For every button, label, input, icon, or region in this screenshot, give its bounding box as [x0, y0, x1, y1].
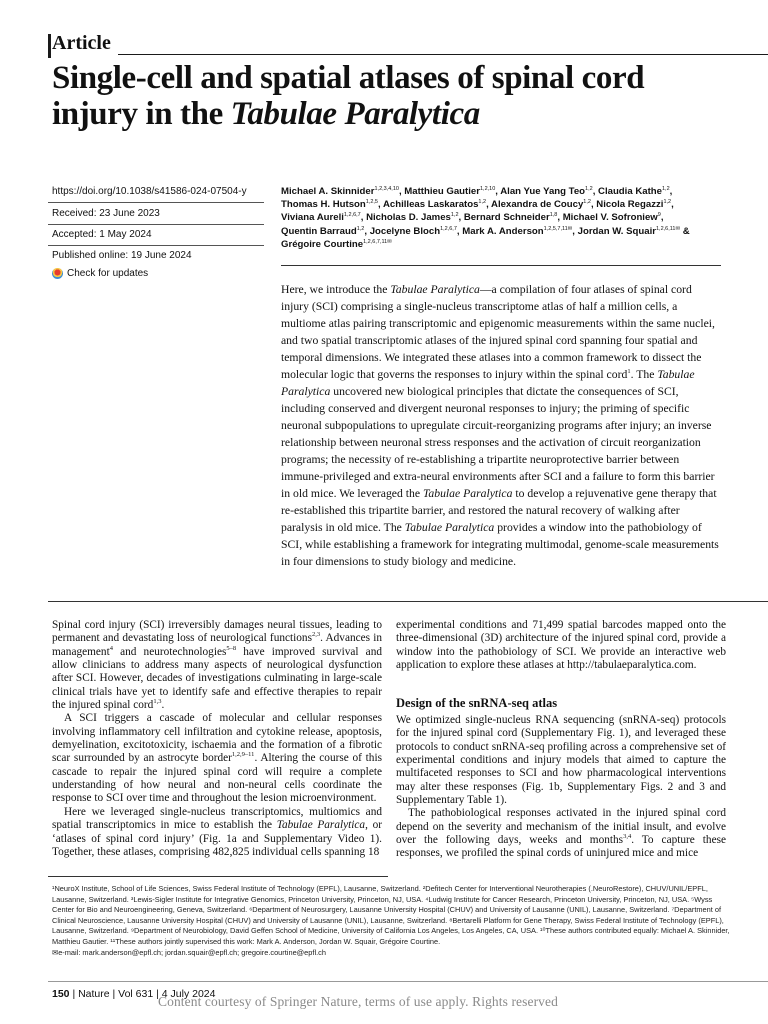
page-number: 150	[52, 988, 70, 1000]
author-name[interactable]: , Mark A. Anderson	[456, 225, 544, 237]
body-paragraph: experimental conditions and 71,499 spatial barcodes mapped onto the three-dimensional (3D) architecture of the injured spinal cord, provide a window into the pathobiology of SCI. We provide an interactive web application to explore these atlases at http://tabulaeparalytica.com.	[396, 619, 726, 672]
body-paragraph: Spinal cord injury (SCI) irreversibly damages neural tissues, leading to permanent and devastating loss of neurological functions$^{2,3}$. Advances in management$^4$ and neurotechnologies$^{5-8}$ have improved survival and allow clinicians to address many aspects of neurological dysfunction after SCI. However, decades of investigations culminating in large-scale clinical trials have yet to identify safe and effective therapies to repair the injured spinal cord$^{1,3}$.	[52, 619, 382, 712]
author-name[interactable]: , Jordan W. Squair	[572, 225, 656, 237]
author-name[interactable]: Thomas H. Hutson	[281, 199, 366, 211]
article-title	[52, 60, 752, 132]
header-rule	[118, 54, 768, 55]
title-line-2-italic: Tabulae Paralytica	[230, 96, 480, 132]
courtesy-watermark: Content courtesy of Springer Nature, terms of use apply. Rights reserved	[158, 994, 558, 1009]
author-affiliation: 1,2,10	[479, 185, 496, 192]
author-affiliation: 1,2	[478, 199, 487, 206]
body-paragraph: A SCI triggers a cascade of molecular and cellular responses involving inflammatory cell infiltration and cytokine release, apoptosis, demyelination, excitotoxicity, ischaemia and the formation of a fibrotic scar surrounded by an astrocyte border$^{1,2,9-11}$. Altering the course of this cascade to repair the injured spinal cord will require a complete understanding of how neural and non-neural cells coordinate the response to SCI over time and throughout the lesion microenvironment.	[52, 712, 382, 805]
affiliations-footnote	[52, 884, 732, 958]
author-name[interactable]: Michael A. Skinnider	[281, 186, 375, 197]
title-line-2-prefix: injury in the	[52, 96, 231, 132]
author-name[interactable]: , Jocelyne Bloch	[364, 225, 441, 237]
author-conjunction: &	[680, 225, 690, 237]
section-label-bar	[48, 34, 51, 58]
author-affiliation: 1,2	[662, 185, 670, 192]
meta-divider	[48, 202, 264, 203]
body-paragraph: The pathobiological responses activated in the injured spinal cord depend on the severity and mechanism of the initial insult, and evolve over the following days, weeks and months$^{3,4}$. To capture these responses, we profiled the spinal cords of uninjured mice and mice	[396, 807, 726, 860]
body-column-right	[396, 619, 726, 672]
author-name[interactable]: , Alan Yue Yang Teo	[495, 186, 586, 197]
published-date: Published online: 19 June 2024	[52, 250, 192, 261]
author-list: Michael A. Skinnider$^{1,2,3,4,10}$, Matthieu Gautier$^{1,2,10}$, Alan Yue Yang Teo$^{1,2}$, Claudia Kathe$^{1,2}$, Thomas H. Hutson$^{1,2,5}$, Achilleas Laskaratos$^{1,2}$, Alexandra de Coucy$^{1,2}$, Nicola Regazzi$^{1,2}$, Viviana Aureli$^{1,2,6,7}$, Nicholas D. James$^{1,2}$, Bernard Schneider$^{1,8}$, Michael V. Sofroniew$^9$, Quentin Barraud$^{1,2}$, Jocelyne Bloch$^{1,2,6,7}$, Mark A. Anderson$^{1,2,5,7,11✉}$, Jordan W. Squair$^{1,2,6,11✉}$ & Grégoire Courtine$^{1,2,6,7,11✉}$	[281, 185, 690, 250]
author-name[interactable]: , Bernard Schneider	[458, 212, 550, 224]
author-affiliation: 1,2,3,4,10	[374, 185, 399, 192]
crossmark-icon	[52, 268, 63, 279]
author-name[interactable]: , Michael V. Sofroniew	[557, 212, 658, 224]
author-name[interactable]: , Nicola Regazzi	[590, 199, 664, 211]
author-name[interactable]: , Claudia Kathe	[592, 186, 662, 197]
author-affiliation: 1,2,6,11✉	[656, 225, 681, 232]
footer-divider	[48, 981, 768, 982]
author-affiliation: 1,2	[663, 199, 672, 206]
author-affiliation: 9	[657, 212, 661, 219]
abstract: Here, we introduce the Tabulae Paralytica—a compilation of four atlases of spinal cord injury (SCI) comprising a single-nucleus transcriptome atlas of half a million cells, a multiome atlas pairing transcriptomic and epigenomic measurements within the same nuclei, and two spatial transcriptomic atlases of the injured spinal cord spanning four spatial and temporal dimensions. We integrated these atlases into a common framework to dissect the molecular logic that governs the responses to injury within the spinal cord$^1$. The Tabulae Paralytica uncovered new biological principles that dictate the consequences of SCI, including conserved and divergent neuronal responses to injury; the priming of specific neuronal subpopulations to upregulate circuit-reorganizing programs after injury; an inverse relationship between neuronal stress responses and the activation of circuit reorganization programs; the necessity of re-establishing a tripartite neuroprotective barrier between immune-privileged and extra-neural environments after SCI and a failure to form this barrier in old mice. We leveraged the Tabulae Paralytica to develop a rejuvenative gene therapy that re-established this tripartite barrier, and restored the natural recovery of walking after paralysis in old mice. The Tabulae Paralytica provides a window into the pathobiology of SCI, while establishing a framework for integrating multimodal, genome-scale measurements in four dimensions to study biology and medicine.	[281, 283, 719, 568]
abstract-divider	[281, 265, 721, 266]
author-name[interactable]: , Alexandra de Coucy	[486, 199, 584, 211]
author-affiliation: 1,2	[356, 225, 365, 232]
check-for-updates-button[interactable]	[52, 268, 148, 279]
accepted-date: Accepted: 1 May 2024	[52, 229, 152, 240]
meta-divider	[48, 224, 264, 225]
abstract-divider	[48, 601, 768, 602]
author-name[interactable]: , Nicholas D. James	[360, 212, 451, 224]
author-affiliation: 1,2	[585, 185, 593, 192]
journal-info: | Nature | Vol 631 | 4 July 2024	[69, 988, 216, 1000]
body-column-right-lower	[396, 714, 726, 861]
check-for-updates-label: Check for updates	[67, 268, 149, 279]
author-affiliation: 1,2,6,7,11✉	[363, 238, 392, 245]
received-date: Received: 23 June 2023	[52, 208, 160, 219]
author-affiliation: 1,2,6,7	[343, 212, 361, 219]
section-heading: Design of the snRNA-seq atlas	[396, 696, 558, 710]
author-name[interactable]: Quentin Barraud	[281, 225, 357, 237]
body-paragraph: We optimized single-nucleus RNA sequencing (snRNA-seq) protocols for the injured spinal cord (Supplementary Fig. 1), and leveraged these protocols to conduct snRNA-seq profiling across a comprehensive set of experimental conditions and injury models that aimed to capture the multifaceted responses to SCI and how pharmacological interventions may alter these responses (Fig. 1b, Supplementary Figs. 2 and 3 and Supplementary Table 1).	[396, 714, 726, 807]
author-name[interactable]: , Matthieu Gautier	[398, 186, 480, 197]
author-name[interactable]: Grégoire Courtine	[281, 238, 364, 250]
author-affiliation: 1,2,5	[365, 199, 378, 206]
author-name[interactable]: , Achilleas Laskaratos	[377, 199, 479, 211]
body-paragraph: Here we leveraged single-nucleus transcriptomics, multiomics and spatial transcriptomics in mice to establish the Tabulae Paralytica, or ‘atlases of spinal cord injury’ (Fig. 1a and Supplementary Video 1). Together, these atlases, comprising 482,825 individual cells spanning 18	[52, 805, 382, 858]
author-affiliation: 1,8	[549, 212, 558, 219]
author-affiliation: 1,2	[583, 199, 591, 206]
author-affiliation: 1,2,5,7,11✉	[543, 225, 573, 232]
section-label: Article	[52, 32, 111, 54]
author-name[interactable]: Viviana Aureli	[281, 212, 344, 224]
author-affiliation: 1,2,6,7	[440, 225, 457, 232]
doi-link[interactable]: https://doi.org/10.1038/s41586-024-07504-y	[52, 186, 247, 197]
footnote-divider	[48, 876, 388, 877]
body-column-left	[52, 619, 382, 859]
contact-emails[interactable]: ✉e-mail: mark.anderson@epfl.ch; jordan.squair@epfl.ch; gregoire.courtine@epfl.ch	[52, 947, 326, 957]
title-line-1: Single-cell and spatial atlases of spinal cord	[52, 60, 645, 96]
author-affiliation: 1,2	[450, 212, 459, 219]
affiliations-text: ¹NeuroX Institute, School of Life Sciences, Swiss Federal Institute of Technology (EPFL), Lausanne, Switzerland. ²Defitech Center for Interventional Neurotherapies (.NeuroRestore), CHUV/UNIL/EPFL, Lausanne, Switzerland. ³Lewis-Sigler Institute for Integrative Genomics, Princeton University, Princeton, NJ, USA. ⁴Ludwig Institute for Cancer Research, Princeton University, Princeton, NJ, USA. ⁵Wyss Center for Bio and Neuroengineering, Geneva, Switzerland. ⁶Department of Neurosurgery, Lausanne University Hospital (CHUV) and University of Lausanne (UNIL), Lausanne, Switzerland. ⁷Department of Clinical Neuroscience, Lausanne University Hospital (CHUV) and University of Lausanne (UNIL), Lausanne, Switzerland. ⁸Bertarelli Platform for Gene Therapy, Swiss Federal Institute of Technology (EPFL), Lausanne, Switzerland. ⁹Department of Neurobiology, David Geffen School of Medicine, University of California Los Angeles, Los Angeles, CA, USA. ¹⁰These authors contributed equally: Michael A. Skinnider, Matthieu Gautier. ¹¹These authors jointly supervised this work: Mark A. Anderson, Jordan W. Squair, Grégoire Courtine.	[52, 884, 730, 946]
meta-divider	[48, 245, 264, 246]
